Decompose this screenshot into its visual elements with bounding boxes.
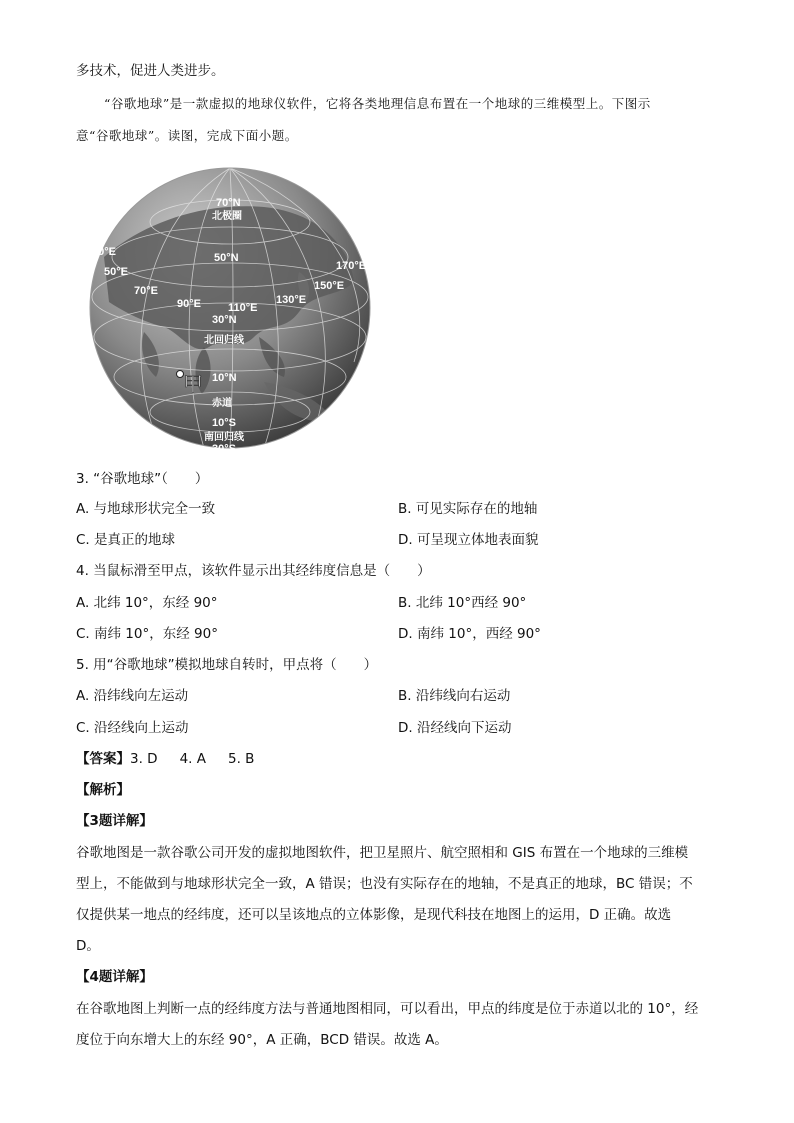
detail3-line-3: 仅提供某一地点的经纬度，还可以呈该地点的立体影像，是现代科技在地图上的运用，D 正确。故选 (76, 907, 672, 923)
q3-option-b: B. 可见实际存在的地轴 (398, 501, 538, 517)
label-70n: 70°N (216, 197, 241, 209)
label-50e: 50°E (104, 266, 128, 278)
label-10s: 10°S (212, 417, 236, 429)
q4-stem: 4. 当鼠标滑至甲点，该软件显示出其经纬度信息是（ ） (76, 563, 431, 579)
label-arctic-circle: 北极圈 (212, 211, 242, 222)
q4-option-a: A. 北纬 10°，东经 90° (76, 595, 218, 611)
label-170e: 170°E (336, 260, 367, 272)
q4-option-b: B. 北纬 10°西经 90° (398, 595, 527, 611)
google-earth-globe-figure (84, 162, 376, 454)
q3-option-c: C. 是真正的地球 (76, 532, 176, 548)
intro-tail-text: 多技术，促进人类进步。 (76, 63, 225, 79)
answer-q4: 4. A (179, 751, 206, 767)
q5-option-c: C. 沿经线向上运动 (76, 720, 189, 736)
label-30s: 30°S (212, 443, 236, 454)
q5-option-b: B. 沿纬线向右运动 (398, 688, 511, 704)
detail4-line-1: 在谷歌地图上判断一点的经纬度方法与普通地图相同，可以看出，甲点的纬度是位于赤道以北的 10°，经 (76, 1001, 699, 1017)
answer-q3: 3. D (130, 751, 158, 767)
passage-line-1: “谷歌地球”是一款虚拟的地球仪软件，它将各类地理信息布置在一个地球的三维模型上。下图示 (104, 96, 651, 111)
passage-line-2: 意“谷歌地球”。读图，完成下面小题。 (76, 128, 298, 143)
analysis-label: 【解析】 (76, 782, 130, 798)
detail4-title: 【4题详解】 (76, 969, 153, 985)
q3-option-a: A. 与地球形状完全一致 (76, 501, 216, 517)
detail3-line-1: 谷歌地图是一款谷歌公司开发的虚拟地图软件，把卫星照片、航空照相和 GIS 布置在一个地球的三维模 (76, 845, 689, 861)
detail3-line-2: 型上，不能做到与地球形状完全一致，A 错误；也没有实际存在的地轴，不是真正的地球，BC 错误；不 (76, 876, 693, 892)
q4-option-c: C. 南纬 10°，东经 90° (76, 626, 218, 642)
label-110e: 110°E (228, 302, 258, 314)
label-equator: 赤道 (212, 398, 232, 409)
answer-label: 【答案】 (76, 751, 130, 767)
globe-image (84, 162, 376, 454)
label-90e: 90°E (177, 298, 201, 310)
label-130e: 130°E (276, 294, 307, 306)
detail4-line-2: 度位于向东增大上的东经 90°，A 正确，BCD 错误。故选 A。 (76, 1032, 448, 1048)
label-30e: 30°E (92, 246, 116, 258)
label-150e: 150°E (314, 280, 345, 292)
label-10n: 10°N (212, 372, 237, 384)
label-70e: 70°E (134, 285, 158, 297)
q5-stem: 5. 用“谷歌地球”模拟地球自转时，甲点将（ ） (76, 657, 378, 673)
detail3-title: 【3题详解】 (76, 813, 153, 829)
label-tropic-of-capricorn: 南回归线 (204, 432, 244, 443)
label-50n: 50°N (214, 252, 239, 264)
q5-option-d: D. 沿经线向下运动 (398, 720, 512, 736)
q3-option-d: D. 可呈现立体地表面貌 (398, 532, 539, 548)
q5-option-a: A. 沿纬线向左运动 (76, 688, 189, 704)
q3-stem: 3. “谷歌地球”（ ） (76, 471, 209, 487)
answer-line (76, 750, 254, 768)
q4-option-d: D. 南纬 10°，西经 90° (398, 626, 541, 642)
detail3-line-4: D。 (76, 938, 100, 954)
label-30n: 30°N (212, 314, 237, 326)
label-jia: 甲 (183, 372, 203, 396)
answer-q5: 5. B (228, 751, 255, 767)
label-tropic-of-cancer: 北回归线 (204, 335, 244, 346)
